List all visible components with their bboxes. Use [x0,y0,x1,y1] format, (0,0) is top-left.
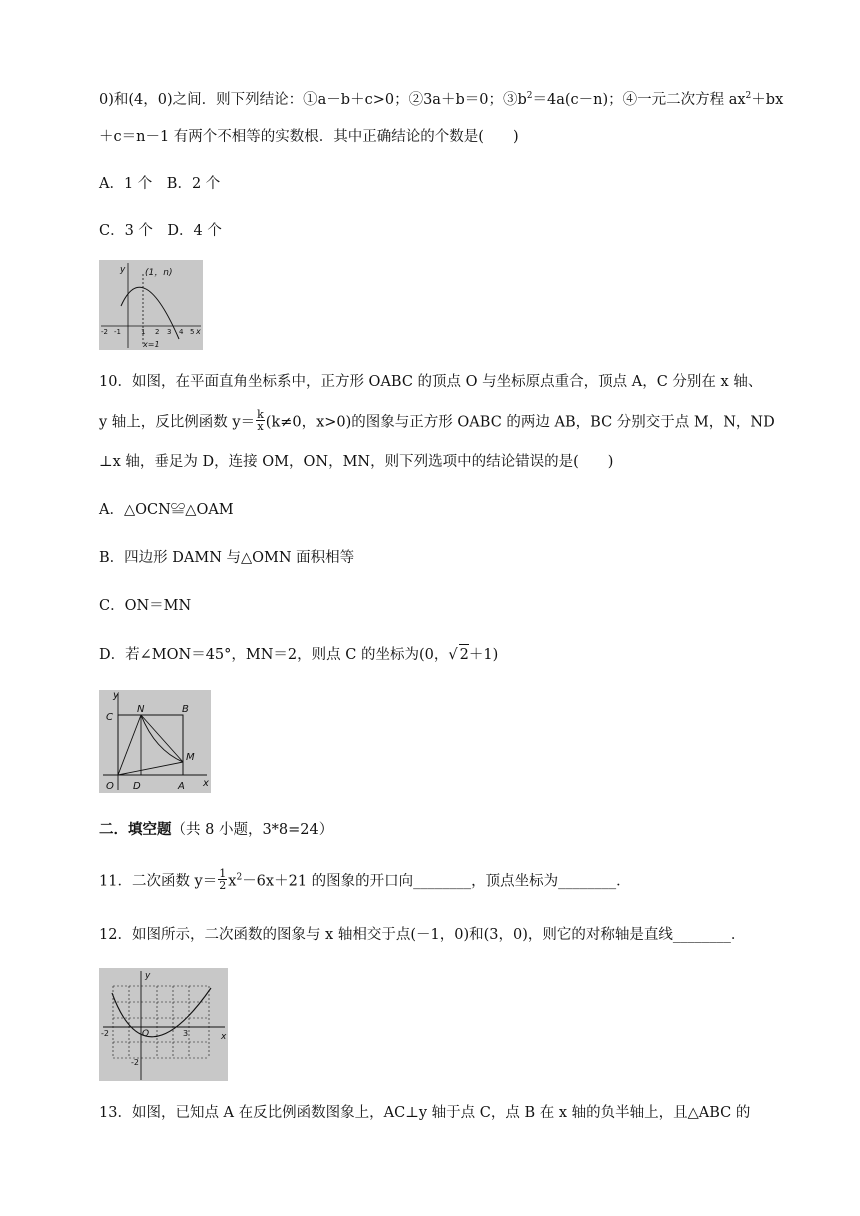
fraction-one-half: $\frac{1}{2}$ [219,867,227,892]
label-a: A [178,781,185,792]
x-label: x [203,778,209,789]
q9-option-c-d: C．3 个 D．4 个 [99,223,222,239]
x-label: x [196,327,201,336]
q9-line2: ＋c＝n－1 有两个不相等的实数根．其中正确结论的个数是( ) [99,129,519,145]
tick-neg2: -2 [101,328,108,336]
y-label: y [113,690,119,701]
q9-option-a-b: A．1 个 B．2 个 [99,176,221,192]
tick-neg2-x: -2 [101,1029,109,1038]
q10-square-figure [99,690,211,793]
q10-option-d: D．若∠MON＝45°，MN＝2，则点 C 的坐标为(0，√ 2＋1) [99,644,498,665]
y-label: y [145,971,151,981]
origin-label: O [142,1029,150,1039]
tick-5: 5 [190,328,195,336]
q10-line2: y 轴上，反比例函数 y＝ $\frac{k}{x}$ (k≠0，x>0)的图象与正方形 OABC 的两边 AB，BC 分别交于点 M，N，ND [99,408,775,433]
label-o: O [106,781,114,792]
tick-1: 1 [141,328,146,336]
q9-line1: 0)和(4，0)之间．则下列结论：①a－b＋c>0；②3a＋b＝0；$③b^2=4a(c-n)$；④一元二次方程 $ax^2+bx$ [99,91,784,108]
label-n: N [137,704,145,715]
x-equals-1-label: x=1 [143,340,160,349]
q12-parabola-figure [99,968,228,1081]
q13-line: 13．如图，已知点 A 在反比例函数图象上，AC⊥y 轴于点 C，点 B 在 x 轴的负半轴上，且△ABC 的 [99,1105,751,1121]
fraction-k-over-x: $\frac{k}{x}$ [257,408,264,433]
q10-line1: 10．如图，在平面直角坐标系中，正方形 OABC 的顶点 O 与坐标原点重合，顶点 A，C 分别在 x 轴、 [99,374,763,390]
label-c: C [106,712,113,723]
q11-line: 11．二次函数 y＝ $\frac{1}{2}$ $x^2-6x+21$ 的图象的开口向________，顶点坐标为________． [99,867,631,892]
q10-line3: ⊥x 轴，垂足为 D，连接 OM，ON，MN，则下列选项中的结论错误的是( ) [99,454,614,470]
segment-on [118,715,141,775]
x-label: x [221,1032,227,1042]
tick-3-x: 3 [183,1029,189,1038]
q9-parabola-figure [99,260,203,350]
q10-option-a: A．△OCN≌△OAM [99,502,234,518]
q10-option-b: B．四边形 DAMN 与△OMN 面积相等 [99,550,355,566]
point-label: (1，n) [145,268,173,278]
tick-3: 3 [167,328,172,336]
segment-mn [141,715,183,762]
label-d: D [133,781,141,792]
tick-neg1: -1 [114,328,121,336]
segment-om [118,762,183,775]
label-b: B [182,704,189,715]
tick-4: 4 [179,328,184,336]
q12-line: 12．如图所示，二次函数的图象与 x 轴相交于点(－1，0)和(3，0)，则它的对称轴是直线________． [99,927,746,943]
section-heading: 二．填空题（共 8 小题，3*8=24） [99,821,334,838]
tick-2: 2 [155,328,160,336]
square-oabc [118,715,183,775]
parabola-curve [112,988,211,1037]
y-label: y [120,265,126,275]
tick-neg2-y: -2 [131,1058,139,1067]
q10-option-c: C．ON＝MN [99,598,192,614]
label-m: M [186,752,195,763]
